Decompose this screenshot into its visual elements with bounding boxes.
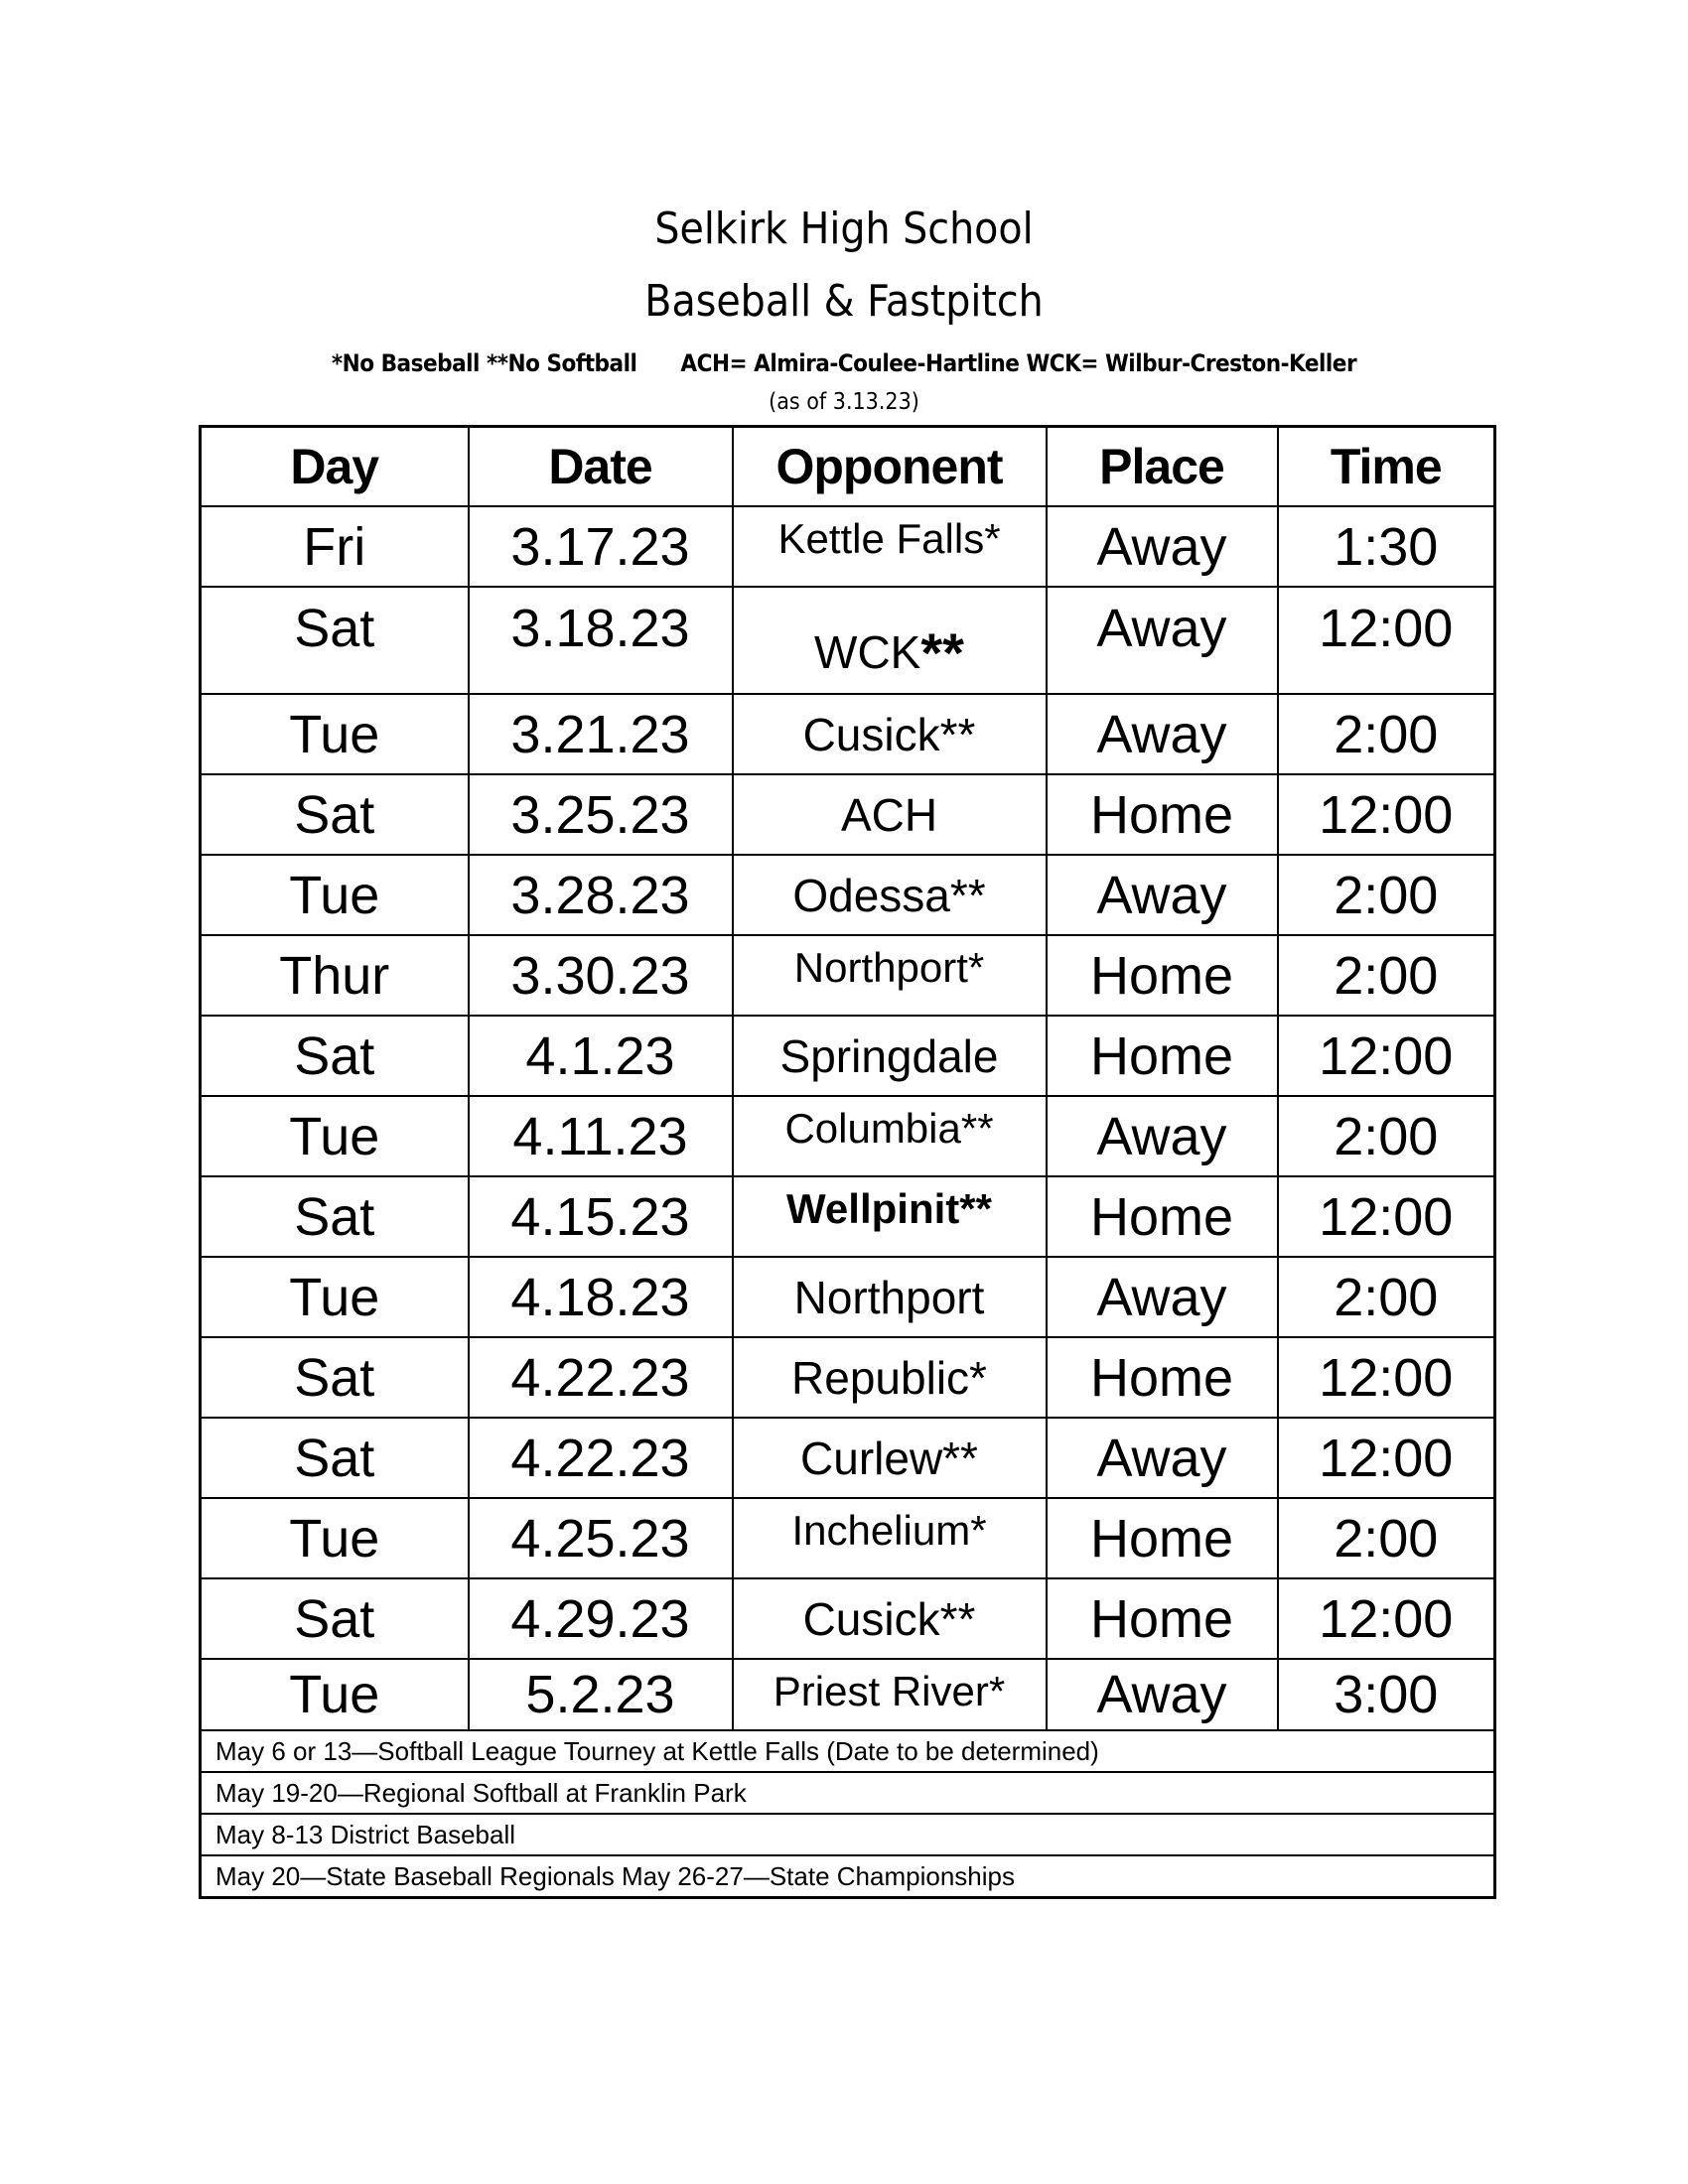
cell-date: 5.2.23 xyxy=(469,1659,733,1730)
cell-time: 12:00 xyxy=(1278,587,1495,694)
cell-date: 4.22.23 xyxy=(469,1418,733,1498)
cell-day: Tue xyxy=(201,1498,469,1578)
cell-date: 4.18.23 xyxy=(469,1257,733,1337)
table-row xyxy=(201,774,1495,855)
cell-time: 3:00 xyxy=(1278,1659,1495,1730)
cell-place: Home xyxy=(1047,1578,1278,1659)
cell-place: Home xyxy=(1047,1176,1278,1257)
cell-time: 2:00 xyxy=(1278,1257,1495,1337)
legend xyxy=(0,349,1688,377)
table-row xyxy=(201,587,1495,694)
cell-time: 1:30 xyxy=(1278,506,1495,587)
cell-opponent: Springdale xyxy=(733,1016,1047,1096)
note-district-baseball: May 8-13 District Baseball xyxy=(201,1814,1495,1855)
cell-place: Home xyxy=(1047,935,1278,1016)
cell-day: Thur xyxy=(201,935,469,1016)
cell-place: Away xyxy=(1047,694,1278,774)
cell-time: 2:00 xyxy=(1278,1096,1495,1176)
cell-day: Sat xyxy=(201,587,469,694)
cell-place: Away xyxy=(1047,587,1278,694)
cell-time: 12:00 xyxy=(1278,1418,1495,1498)
cell-date: 3.18.23 xyxy=(469,587,733,694)
cell-opponent: ACH xyxy=(733,774,1047,855)
note-state-baseball: May 20—State Baseball Regionals May 26-27—State Championships xyxy=(201,1855,1495,1898)
cell-date: 4.25.23 xyxy=(469,1498,733,1578)
cell-time: 12:00 xyxy=(1278,1337,1495,1418)
cell-time: 2:00 xyxy=(1278,855,1495,935)
note-softball-league-tourney: May 6 or 13—Softball League Tourney at Kettle Falls (Date to be determined) xyxy=(201,1730,1495,1772)
cell-opponent: Curlew** xyxy=(733,1418,1047,1498)
table-row xyxy=(201,1257,1495,1337)
cell-place: Away xyxy=(1047,1418,1278,1498)
cell-opponent: Wellpinit** xyxy=(733,1176,1047,1257)
cell-date: 4.29.23 xyxy=(469,1578,733,1659)
cell-place: Away xyxy=(1047,1659,1278,1730)
cell-time: 2:00 xyxy=(1278,694,1495,774)
note-row xyxy=(201,1855,1495,1898)
table-row xyxy=(201,1096,1495,1176)
cell-opponent: Republic* xyxy=(733,1337,1047,1418)
cell-opponent: Kettle Falls* xyxy=(733,506,1047,587)
table-row xyxy=(201,1016,1495,1096)
cell-place: Away xyxy=(1047,1096,1278,1176)
cell-opponent: Columbia** xyxy=(733,1096,1047,1176)
legend-ach: ACH= Almira-Coulee-Hartline xyxy=(680,349,1020,377)
note-regional-softball: May 19-20—Regional Softball at Franklin Park xyxy=(201,1772,1495,1814)
table-row xyxy=(201,506,1495,587)
cell-date: 3.17.23 xyxy=(469,506,733,587)
cell-date: 4.22.23 xyxy=(469,1337,733,1418)
column-header-date: Date xyxy=(469,427,733,507)
table-row xyxy=(201,935,1495,1016)
legend-no-baseball: *No Baseball xyxy=(331,349,480,377)
cell-day: Tue xyxy=(201,1659,469,1730)
cell-date: 3.28.23 xyxy=(469,855,733,935)
opponent-name: WCK xyxy=(814,626,921,678)
school-title: Selkirk High School xyxy=(654,204,1034,254)
cell-place: Away xyxy=(1047,506,1278,587)
cell-time: 12:00 xyxy=(1278,1578,1495,1659)
table-row xyxy=(201,855,1495,935)
cell-day: Sat xyxy=(201,1016,469,1096)
cell-time: 12:00 xyxy=(1278,1016,1495,1096)
table-row xyxy=(201,1337,1495,1418)
cell-date: 3.21.23 xyxy=(469,694,733,774)
cell-opponent xyxy=(733,587,1047,694)
table-row xyxy=(201,1418,1495,1498)
note-row xyxy=(201,1772,1495,1814)
cell-date: 3.30.23 xyxy=(469,935,733,1016)
column-header-time: Time xyxy=(1278,427,1495,507)
column-header-day: Day xyxy=(201,427,469,507)
cell-opponent: Priest River* xyxy=(733,1659,1047,1730)
sports-title: Baseball & Fastpitch xyxy=(644,276,1044,327)
cell-time: 12:00 xyxy=(1278,774,1495,855)
note-row xyxy=(201,1814,1495,1855)
table-row xyxy=(201,694,1495,774)
table-row xyxy=(201,1659,1495,1730)
cell-opponent: Northport* xyxy=(733,935,1047,1016)
cell-day: Sat xyxy=(201,1578,469,1659)
legend-wck: WCK= Wilbur-Creston-Keller xyxy=(1026,349,1357,377)
cell-place: Away xyxy=(1047,855,1278,935)
cell-day: Tue xyxy=(201,855,469,935)
cell-time: 12:00 xyxy=(1278,1176,1495,1257)
cell-opponent: Cusick** xyxy=(733,694,1047,774)
cell-date: 4.11.23 xyxy=(469,1096,733,1176)
as-of-date: (as of 3.13.23) xyxy=(769,389,919,415)
cell-place: Home xyxy=(1047,1337,1278,1418)
opponent-marker: ** xyxy=(920,621,964,684)
cell-date: 4.15.23 xyxy=(469,1176,733,1257)
table-row xyxy=(201,1578,1495,1659)
cell-opponent: Cusick** xyxy=(733,1578,1047,1659)
cell-place: Home xyxy=(1047,1498,1278,1578)
column-header-place: Place xyxy=(1047,427,1278,507)
cell-day: Sat xyxy=(201,774,469,855)
cell-place: Home xyxy=(1047,1016,1278,1096)
table-row xyxy=(201,1176,1495,1257)
schedule-table xyxy=(199,425,1496,1899)
column-header-opponent: Opponent xyxy=(733,427,1047,507)
cell-date: 4.1.23 xyxy=(469,1016,733,1096)
cell-time: 2:00 xyxy=(1278,935,1495,1016)
cell-day: Sat xyxy=(201,1176,469,1257)
cell-day: Sat xyxy=(201,1418,469,1498)
note-row xyxy=(201,1730,1495,1772)
cell-date: 3.25.23 xyxy=(469,774,733,855)
cell-day: Fri xyxy=(201,506,469,587)
cell-day: Tue xyxy=(201,1096,469,1176)
cell-time: 2:00 xyxy=(1278,1498,1495,1578)
cell-place: Home xyxy=(1047,774,1278,855)
table-row xyxy=(201,1498,1495,1578)
cell-opponent: Inchelium* xyxy=(733,1498,1047,1578)
cell-day: Tue xyxy=(201,694,469,774)
cell-place: Away xyxy=(1047,1257,1278,1337)
cell-opponent: Odessa** xyxy=(733,855,1047,935)
header-row xyxy=(201,427,1495,507)
legend-no-softball: **No Softball xyxy=(486,349,637,377)
cell-day: Tue xyxy=(201,1257,469,1337)
cell-opponent: Northport xyxy=(733,1257,1047,1337)
cell-day: Sat xyxy=(201,1337,469,1418)
